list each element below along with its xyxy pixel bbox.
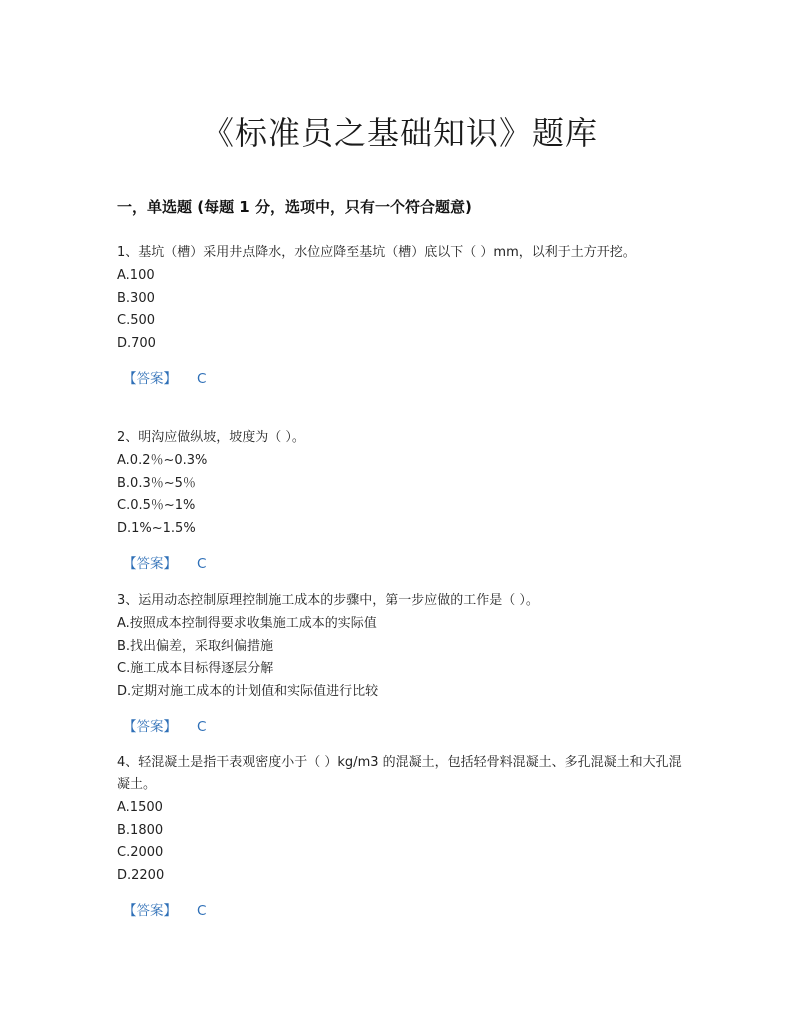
answer-value: C (197, 556, 207, 572)
question-3 (117, 590, 687, 737)
option-b: B.找出偏差，采取纠偏措施 (117, 638, 274, 654)
option-a: A.按照成本控制得要求收集施工成本的实际值 (117, 616, 377, 631)
option-a: A.100 (117, 268, 155, 283)
answer-label: 【答案】 (123, 903, 177, 919)
document-title: 《标准员之基础知识》题库 (201, 114, 598, 152)
option-d: D.1%~1.5% (117, 520, 196, 536)
question-stem: 4、轻混凝土是指干表观密度小于（ ）kg/m3 的混凝土，包括轻骨料混凝土、多孔混凝土和大孔混凝土。 (117, 755, 682, 792)
question-stem: 3、运用动态控制原理控制施工成本的步骤中，第一步应做的工作是（ ）。 (117, 593, 539, 608)
answer-line (117, 554, 687, 574)
option-a: A.1500 (117, 800, 163, 815)
answer-line (117, 901, 687, 921)
option-c: C.施工成本目标得逐层分解 (117, 661, 274, 676)
option-b: B.1800 (117, 822, 164, 838)
option-d: D.700 (117, 335, 156, 351)
question-2 (117, 427, 687, 574)
answer-line (117, 369, 687, 389)
option-a: A.0.2％~0.3% (117, 453, 208, 468)
option-b: B.300 (117, 290, 155, 306)
option-d: D.2200 (117, 867, 165, 883)
answer-value: C (197, 719, 207, 735)
option-c: C.2000 (117, 845, 164, 860)
answer-label: 【答案】 (123, 719, 177, 735)
option-c: C.0.5％~1% (117, 498, 196, 513)
question-stem: 2、明沟应做纵坡，坡度为（ ）。 (117, 430, 305, 445)
answer-label: 【答案】 (123, 371, 177, 387)
answer-line (117, 717, 687, 737)
option-d: D.定期对施工成本的计划值和实际值进行比较 (117, 683, 379, 699)
question-stem: 1、基坑（槽）采用井点降水，水位应降至基坑（槽）底以下（ ）mm，以利于土方开挖。 (117, 245, 636, 260)
question-4 (117, 752, 687, 921)
option-b: B.0.3％~5％ (117, 475, 196, 491)
question-1 (117, 242, 687, 389)
section-heading: 一，单选题 (每题 1 分，选项中，只有一个符合题意) (117, 198, 472, 216)
answer-value: C (197, 903, 207, 919)
answer-label: 【答案】 (123, 556, 177, 572)
answer-value: C (197, 371, 207, 387)
option-c: C.500 (117, 313, 156, 328)
